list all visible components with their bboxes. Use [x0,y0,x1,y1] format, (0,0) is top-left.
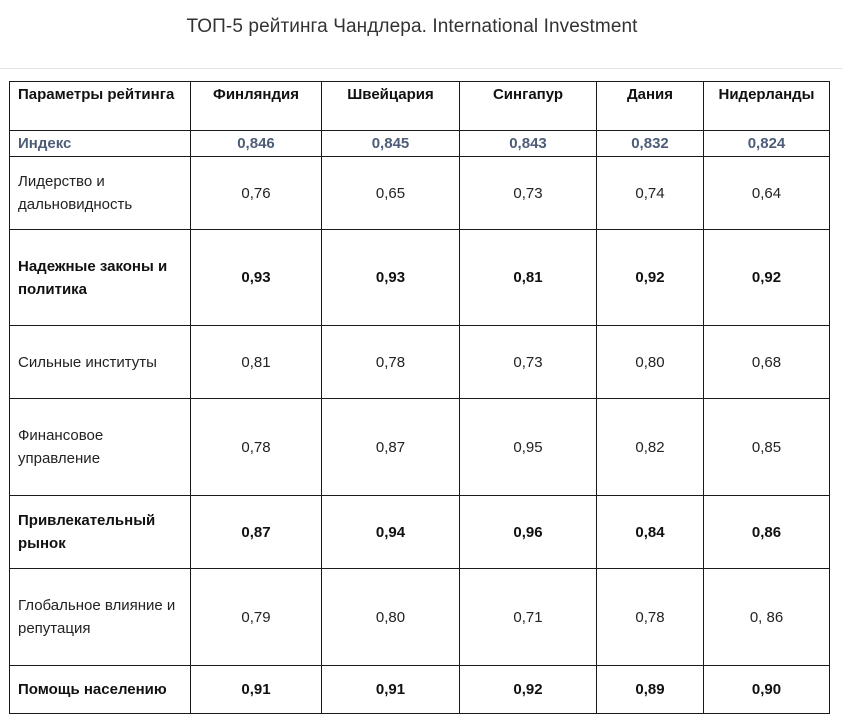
cell-value: 0,95 [460,399,597,496]
cell-value: 0,76 [191,157,322,230]
cell-value: 0,92 [704,230,830,326]
index-value: 0,843 [460,131,597,157]
cell-value: 0,85 [704,399,830,496]
index-value: 0,846 [191,131,322,157]
cell-value: 0,79 [191,569,322,666]
cell-value: 0,73 [460,326,597,399]
table-row [10,496,830,569]
cell-value: 0,84 [597,496,704,569]
row-label: Надежные законы и политика [10,230,191,326]
page-title: ТОП-5 рейтинга Чандлера. International Investment [186,16,638,37]
cell-value: 0,81 [460,230,597,326]
cell-value: 0,91 [191,666,322,714]
cell-value: 0,86 [704,496,830,569]
row-label: Помощь населению [10,666,191,714]
cell-value: 0,81 [191,326,322,399]
cell-value: 0,92 [460,666,597,714]
row-label: Финансовое управление [10,399,191,496]
table-row [10,666,830,714]
index-value: 0,845 [322,131,460,157]
cell-value: 0, 86 [704,569,830,666]
index-label: Индекс [10,131,191,157]
cell-value: 0,87 [191,496,322,569]
row-label: Сильные институты [10,326,191,399]
cell-value: 0,65 [322,157,460,230]
cell-value: 0,96 [460,496,597,569]
row-label: Глобальное влияние и репутация [10,569,191,666]
table-row [10,399,830,496]
cell-value: 0,71 [460,569,597,666]
country-header-singapore: Сингапур [460,82,597,131]
cell-value: 0,93 [191,230,322,326]
cell-value: 0,94 [322,496,460,569]
index-value: 0,824 [704,131,830,157]
table-row [10,230,830,326]
cell-value: 0,64 [704,157,830,230]
table-row [10,326,830,399]
country-header-finland: Финляндия [191,82,322,131]
cell-value: 0,90 [704,666,830,714]
cell-value: 0,82 [597,399,704,496]
cell-value: 0,80 [597,326,704,399]
country-header-netherlands: Нидерланды [704,82,830,131]
cell-value: 0,73 [460,157,597,230]
cell-value: 0,92 [597,230,704,326]
param-column-header: Параметры рейтинга [10,82,191,131]
cell-value: 0,91 [322,666,460,714]
row-label: Привлекательный рынок [10,496,191,569]
table-header-row [10,82,830,131]
rating-table [9,81,830,714]
cell-value: 0,78 [191,399,322,496]
index-value: 0,832 [597,131,704,157]
cell-value: 0,80 [322,569,460,666]
index-row [10,131,830,157]
cell-value: 0,78 [322,326,460,399]
table-row [10,569,830,666]
title-divider [0,68,842,69]
country-header-switzerland: Швейцария [322,82,460,131]
country-header-denmark: Дания [597,82,704,131]
table-row [10,157,830,230]
cell-value: 0,68 [704,326,830,399]
cell-value: 0,93 [322,230,460,326]
row-label: Лидерство и дальновидность [10,157,191,230]
cell-value: 0,78 [597,569,704,666]
cell-value: 0,74 [597,157,704,230]
cell-value: 0,89 [597,666,704,714]
cell-value: 0,87 [322,399,460,496]
